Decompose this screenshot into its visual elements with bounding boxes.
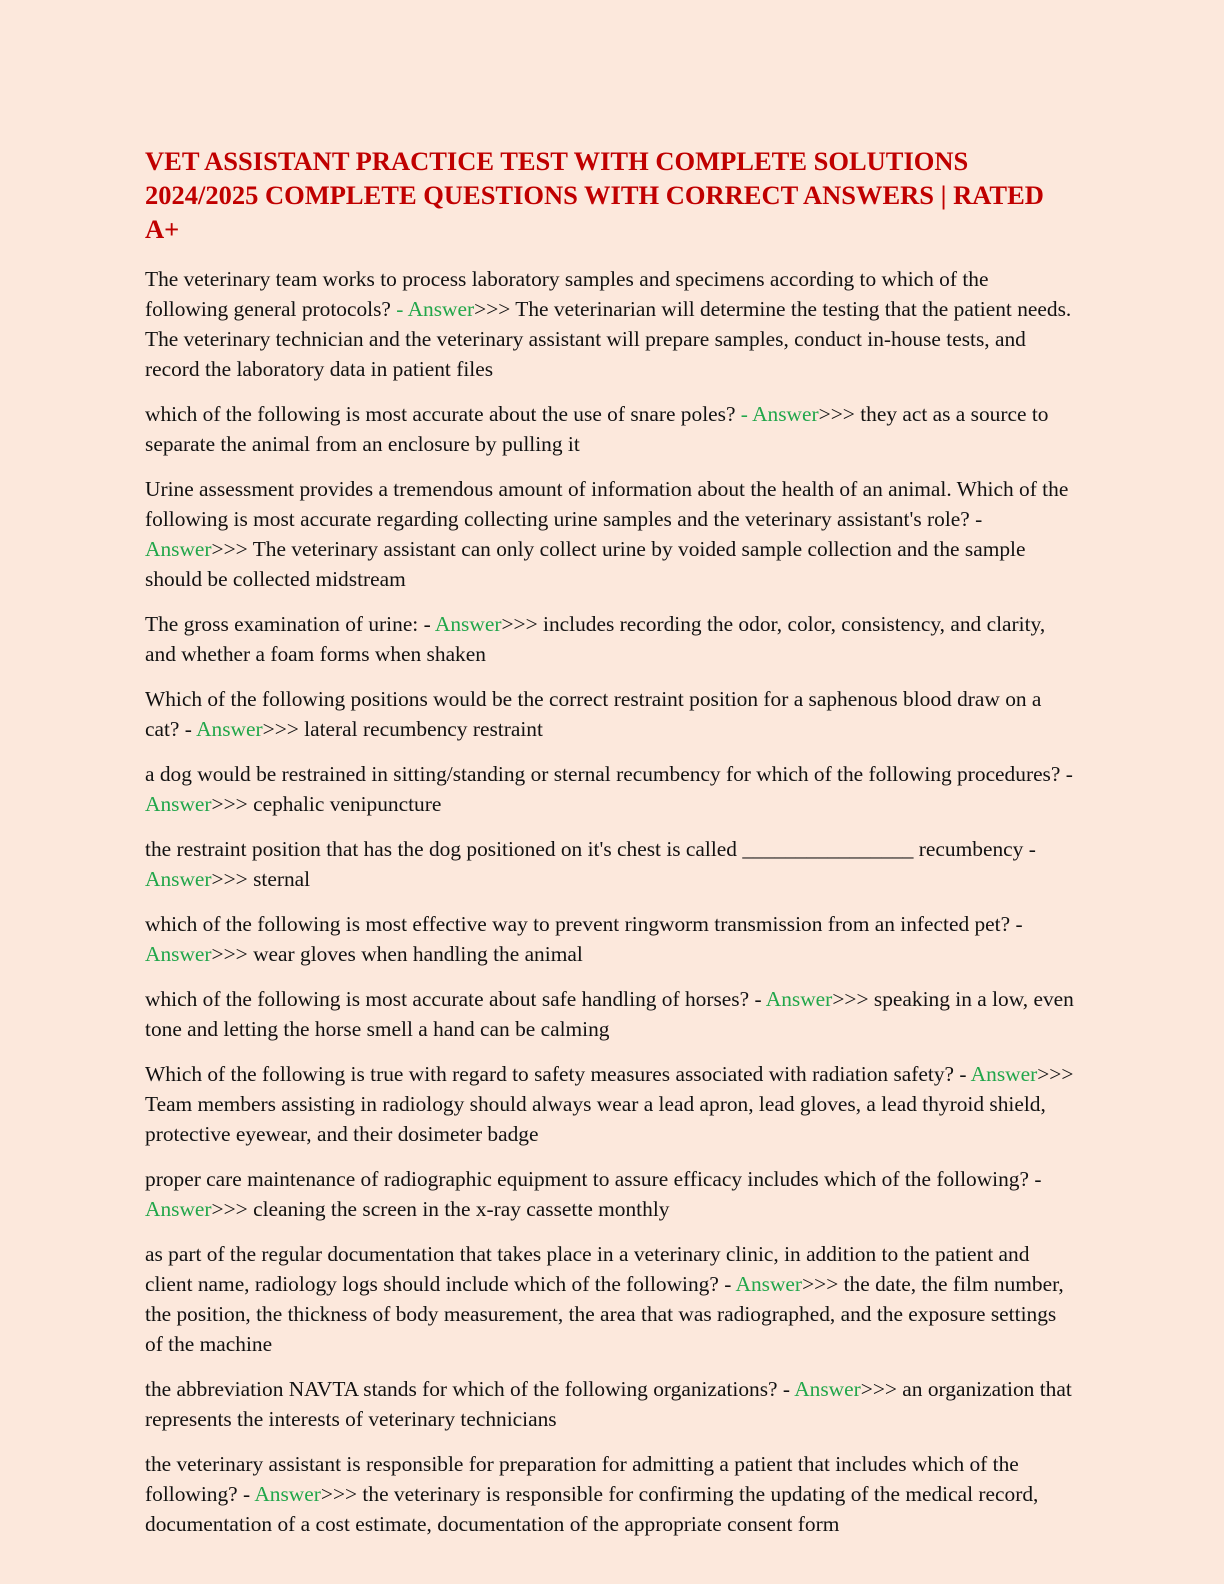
answer-text: an organization that represents the interests of veterinary technicians (145, 1377, 1072, 1431)
answer-label: Answer (145, 537, 212, 561)
question-answer-item-5 (145, 684, 1074, 744)
answer-prefix: - (243, 1482, 255, 1506)
answer-prefix: - (975, 507, 983, 531)
answer-arrow: >>> (211, 537, 248, 561)
answer-text: the date, the film number, the position, the thickness of body measurement, the area that was radiographed, and the exposure settings of the machine (145, 1272, 1064, 1356)
answer-prefix: - (423, 612, 435, 636)
question-answer-item-2 (145, 399, 1074, 459)
answer-prefix: - (782, 1377, 795, 1401)
answer-label: Answer (970, 1062, 1038, 1086)
answer-arrow: >>> (802, 1272, 839, 1296)
question-answer-list (145, 264, 1074, 1539)
answer-label: Answer (196, 717, 263, 741)
answer-label: Answer (794, 1377, 861, 1401)
answer-text: Team members assisting in radiology should always wear a lead apron, lead gloves, a lead thyroid shield, protective eyewear, and their dosimeter badge (145, 1092, 1046, 1146)
answer-arrow: >>> (211, 942, 248, 966)
answer-prefix: - (740, 402, 753, 426)
answer-text: wear gloves when handling the animal (247, 942, 583, 966)
question-text: as part of the regular documentation that takes place in a veterinary clinic, in addition to the patient and client name, radiology logs should include which of the following? (145, 1242, 1030, 1296)
question-text: Which of the following is true with regard to safety measures associated with radiation safety? (145, 1062, 960, 1086)
answer-label: Answer (145, 1197, 212, 1221)
question-text: the abbreviation NAVTA stands for which of the following organizations? (145, 1377, 783, 1401)
answer-arrow: >>> (320, 1482, 358, 1506)
answer-arrow: >>> (501, 612, 538, 636)
answer-label: Answer (765, 987, 833, 1011)
answer-prefix: - (1015, 912, 1023, 936)
answer-text: includes recording the odor, color, consistency, and clarity, and whether a foam forms when shaken (145, 612, 1046, 666)
question-answer-item-1 (145, 264, 1074, 384)
answer-arrow: >>> (211, 1197, 248, 1221)
answer-text: speaking in a low, even tone and letting the horse smell a hand can be calming (145, 987, 1074, 1041)
document-title: VET ASSISTANT PRACTICE TEST WITH COMPLETE SOLUTIONS 2024/2025 COMPLETE QUESTIONS WITH CORRECT ANSWERS | RATED A+ (145, 146, 1044, 244)
question-answer-item-6 (145, 759, 1074, 819)
answer-arrow: >>> (818, 402, 855, 426)
question-text: The gross examination of urine: (145, 612, 424, 636)
question-answer-item-9 (145, 984, 1074, 1044)
answer-text: The veterinarian will determine the testing that the patient needs. The veterinary technician and the veterinary assistant will prepare samples, conduct in-house tests, and record the laboratory data in patient files (145, 297, 1072, 381)
question-answer-item-7 (145, 834, 1074, 894)
answer-text: lateral recumbency restraint (298, 717, 543, 741)
answer-arrow: >>> (211, 792, 248, 816)
answer-prefix: - (1065, 762, 1073, 786)
answer-label: Answer (752, 402, 819, 426)
question-text: a dog would be restrained in sitting/standing or sternal recumbency for which of the following procedures? (145, 762, 1066, 786)
question-answer-item-11 (145, 1164, 1074, 1224)
question-text: The veterinary team works to process laboratory samples and specimens according to which of the following general protocols? (145, 267, 989, 321)
answer-label: Answer (254, 1482, 321, 1506)
question-answer-item-13 (145, 1374, 1074, 1434)
question-text: which of the following is most effective way to prevent ringworm transmission from an infected pet? (145, 912, 1016, 936)
answer-label: Answer (145, 792, 212, 816)
answer-prefix: - (754, 987, 766, 1011)
answer-arrow: >>> (211, 867, 248, 891)
answer-arrow: >>> (832, 987, 869, 1011)
answer-label: Answer (735, 1272, 803, 1296)
answer-prefix: - (1034, 1167, 1042, 1191)
answer-text: the veterinary is responsible for confirming the updating of the medical record, documentation of a cost estimate, documentation of the appropriate consent form (145, 1482, 1039, 1536)
answer-prefix: - (396, 297, 408, 321)
answer-arrow: >>> (262, 717, 299, 741)
question-answer-item-3 (145, 474, 1074, 594)
question-answer-item-8 (145, 909, 1074, 969)
question-text: Urine assessment provides a tremendous amount of information about the health of an animal. Which of the following is most accurate regarding collecting urine samples and the veterinary assistant's role? (145, 477, 1069, 531)
answer-label: Answer (145, 942, 212, 966)
answer-text: The veterinary assistant can only collect urine by voided sample collection and the sample should be collected midstream (145, 537, 1026, 591)
answer-text: they act as a source to separate the animal from an enclosure by pulling it (145, 402, 1049, 456)
answer-prefix: - (1028, 837, 1036, 861)
answer-prefix: - (724, 1272, 736, 1296)
answer-arrow: >>> (860, 1377, 897, 1401)
question-answer-item-14 (145, 1449, 1074, 1539)
question-text: which of the following is most accurate about the use of snare poles? (145, 402, 741, 426)
answer-text: cephalic venipuncture (247, 792, 442, 816)
answer-text: sternal (247, 867, 311, 891)
question-text: Which of the following positions would be the correct restraint position for a saphenous blood draw on a cat? (145, 687, 1042, 741)
question-text: the veterinary assistant is responsible for preparation for admitting a patient that includes which of the following? (145, 1452, 1019, 1506)
answer-prefix: - (184, 717, 197, 741)
answer-label: Answer (145, 867, 212, 891)
answer-prefix: - (959, 1062, 971, 1086)
question-answer-item-12 (145, 1239, 1074, 1359)
answer-arrow: >>> (474, 297, 511, 321)
question-text: which of the following is most accurate about safe handling of horses? (145, 987, 755, 1011)
answer-text: cleaning the screen in the x-ray cassette monthly (247, 1197, 670, 1221)
question-answer-item-10 (145, 1059, 1074, 1149)
question-text: the restraint position that has the dog positioned on it's chest is called ________________ recumbency (145, 837, 1029, 861)
question-answer-item-4 (145, 609, 1074, 669)
answer-arrow: >>> (1037, 1062, 1074, 1086)
answer-label: Answer (434, 612, 502, 636)
answer-label: Answer (407, 297, 475, 321)
question-text: proper care maintenance of radiographic equipment to assure efficacy includes which of the following? (145, 1167, 1035, 1191)
